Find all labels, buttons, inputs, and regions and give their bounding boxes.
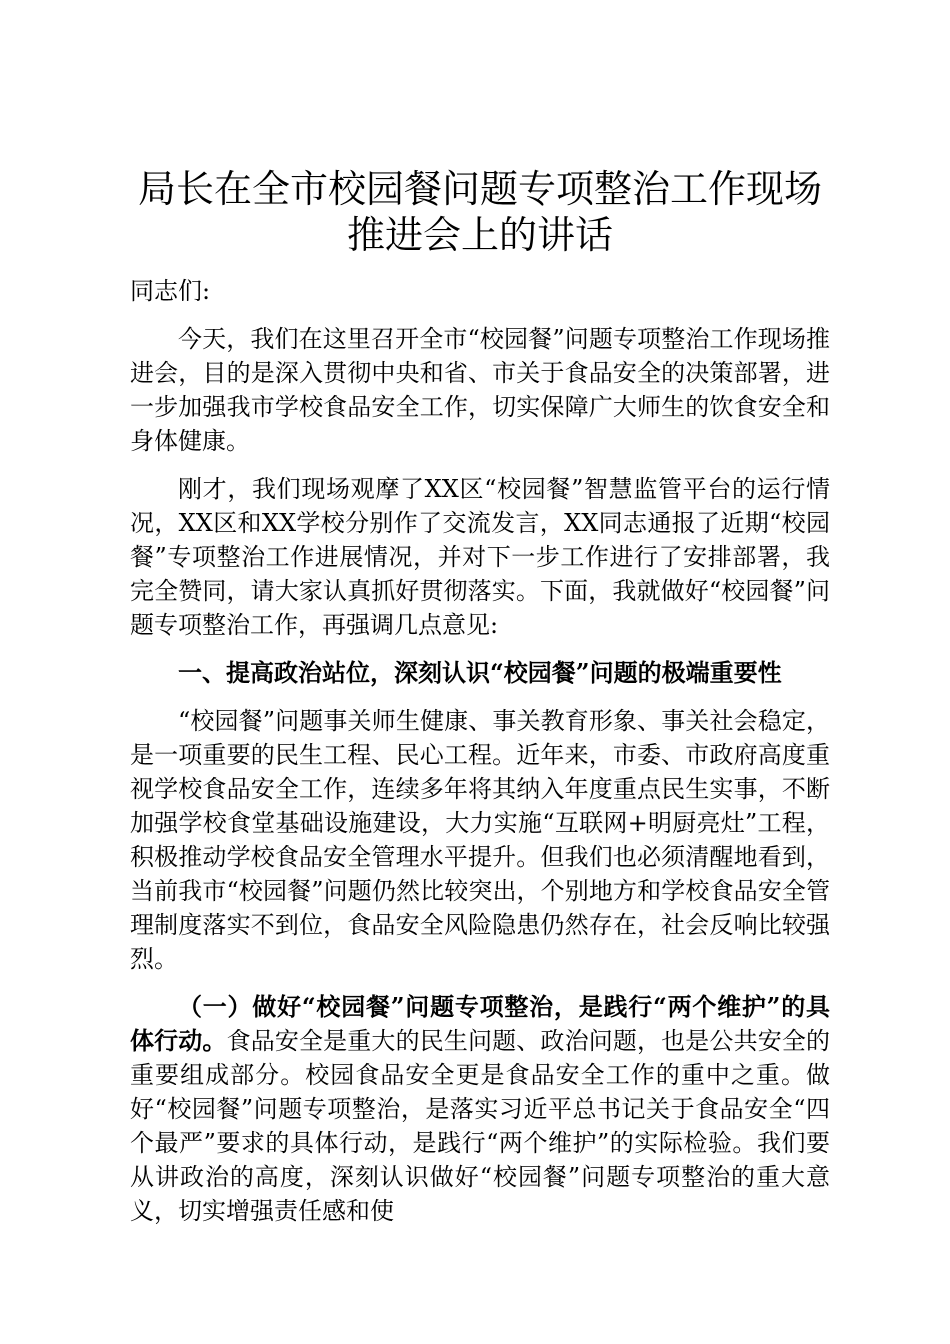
paragraph-intro: 今天，我们在这里召开全市“校园餐”问题专项整治工作现场推进会，目的是深入贯彻中央和省、市关于食品安全的决策部署，进一步加强我市学校食品安全工作，切实保障广大师生的饮食安全和身体健康。 [130,325,830,455]
document-title: 局长在全市校园餐问题专项整治工作现场推进会上的讲话 [137,167,822,257]
salutation: 同志们: [130,277,211,305]
section-1-paragraph: “校园餐”问题事关师生健康、事关教育形象、事关社会稳定，是一项重要的民生工程、民心工程。近年来，市委、市政府高度重视学校食品安全工作，连续多年将其纳入年度重点民生实事，不断加强学校食堂基础设施建设，大力实施“互联网+明厨亮灶”工程，积极推动学校食品安全管理水平提升。但我们也必须清醒地看到，当前我市“校园餐”问题仍然比较突出，个别地方和学校食品安全管理制度落实不到位，食品安全风险隐患仍然存在，社会反响比较强烈。 [130,707,830,973]
section-heading-1: 一、提高政治站位，深刻认识“校园餐”问题的极端重要性 [178,658,782,687]
paragraph-review: 刚才，我们现场观摩了XX区“校园餐”智慧监管平台的运行情况，XX区和XX学校分别作了交流发言，XX同志通报了近期“校园餐”专项整治工作进展情况，并对下一步工作进行了安排部署，我完全赞同，请大家认真抓好贯彻落实。下面，我就做好“校园餐”问题专项整治工作，再强调几点意见: [130,475,830,639]
subsection-1-body: 食品安全是重大的民生问题、政治问题，也是公共安全的重要组成部分。校园食品安全更是食品安全工作的重中之重。做好“校园餐”问题专项整治，是落实习近平总书记关于食品安全“四个最严”要求的具体行动，是践行“两个维护”的实际检验。我们要从讲政治的高度，深刻认识做好“校园餐”问题专项整治的重大意义，切实增强责任感和使 [130,1027,831,1225]
subsection-1-paragraph [130,990,830,1228]
document-page [130,166,830,1228]
subsection-1-lead: （一）做好“校园餐”问题专项整治，是践行“两个维护”的具体行动。 [130,992,830,1055]
